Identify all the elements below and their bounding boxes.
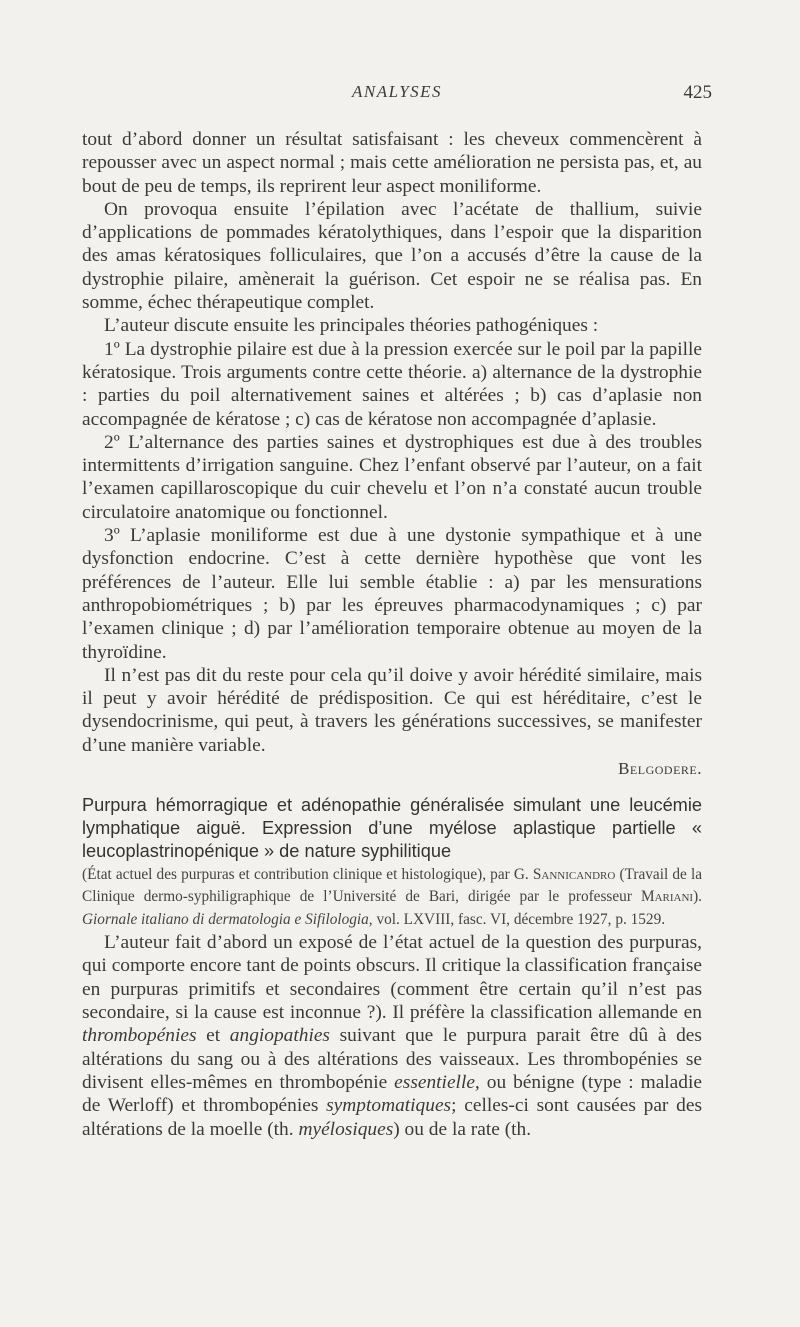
paragraph: L’auteur discute ensuite les principales théories pathogéniques :: [104, 315, 599, 337]
page-number: 425: [683, 82, 712, 103]
text-run: ; celles-ci sont causées par des altérations de la moelle (th.: [82, 1095, 702, 1140]
running-head: ANALYSES: [351, 82, 443, 101]
text-run: et: [206, 1025, 221, 1047]
text-run: ou bénigne (type : maladie de Werloff) et thrombopénies: [82, 1071, 702, 1117]
emphasis: essentielle,: [394, 1071, 480, 1093]
page-header: [82, 82, 712, 112]
text-run: L’auteur fait d’abord un exposé de l’état actuel de la question des purpuras, qui comporte encore tant de points obscurs. Il critique la classification française en purpuras primitifs et secondaires (comment être certain qu’il n’est pas secondaire, si la cause est inconnue ?). Il préfère la classification allemande en: [82, 932, 702, 1024]
signature: Belgodere.: [618, 759, 702, 779]
paragraph: 1º La dystrophie pilaire est due à la pression exercée sur le poil par la papille kératosique. Trois arguments contre cette théorie. a) alternance de la dystrophie : parties du poil alternativement saines et altérées ; b) cas d’aplasie non accompagnée de kératose ; c) cas de kératose non accompagnée d’aplasie.: [82, 338, 702, 430]
author-name: Sannicandro: [532, 865, 616, 883]
paragraph: 2º L’alternance des parties saines et dystrophiques est due à des troubles intermittents d’irrigation sanguine. Chez l’enfant observé par l’auteur, on a fait l’examen capillaroscopique du cuir chevelu et l’on n’a constaté aucun trouble circulatoire anatomique ou fonctionnel.: [82, 431, 702, 523]
emphasis: thrombopénies: [82, 1025, 197, 1047]
text-run: ) ou de la rate (th.: [393, 1118, 532, 1140]
paragraph: On provoqua ensuite l’épilation avec l’acétate de thallium, suivie d’applications de pommades kératolythiques, dans l’espoir que la disparition des amas kératosiques folliculaires, que l’on a accusés d’être la cause de la dystrophie pilaire, amènerait la guérison. Cet espoir ne se réalisa pas. En somme, échec thérapeutique complet.: [82, 198, 702, 314]
paragraph: tout d’abord donner un résultat satisfaisant : les cheveux commencèrent à repousser avec un aspect normal ; mais cette amélioration ne persista pas, et, au bout de peu de temps, ils reprirent leur aspect moniliforme.: [82, 129, 702, 197]
article-source: (État actuel des purpuras et contribution clinique et histologique), par G. Sannicandro (Travail de la Clinique dermo-syphiligraphique de l’Université de Bari, dirigée par le professeur Mariani). Giornale italiano di dermatologia e Sifilologia, vol. LXVIII, fasc. VI, décembre 1927, p. 1529.: [82, 865, 702, 928]
paragraph: 3º L’aplasie moniliforme est due à une dystonie sympathique et à une dysfonction endocrine. C’est à cette dernière hypothèse que vont les préférences de l’auteur. Elle lui semble établie : a) par les mensurations anthropobiométriques ; b) par les épreuves pharmacodynamiques ; c) par l’examen clinique ; d) par l’amélioration temporaire obtenue au moyen de la thyroïdine.: [82, 525, 702, 663]
director-name: Mariani: [640, 888, 694, 906]
journal-name: Giornale italiano di dermatologia e Sifilologia,: [82, 910, 373, 928]
paragraph: [82, 931, 702, 1141]
emphasis: symptomatiques: [326, 1095, 452, 1117]
emphasis: angiopathies: [229, 1025, 330, 1047]
text-run: suivant que le purpura parait être dû à des altérations du sang ou à des altérations des vaisseaux. Les thrombopénies se divisent elles-mêmes en thrombopénie: [82, 1025, 702, 1093]
emphasis: myélosiques: [298, 1118, 394, 1140]
source-text: (Travail de la Clinique dermo-syphiligraphique de l’Université de Bari, dirigée par le professeur: [82, 865, 702, 906]
source-text: vol. LXVIII, fasc. VI, décembre 1927, p. 1529.: [376, 910, 666, 928]
main-text: [82, 128, 702, 1141]
source-text: (État actuel des purpuras et contribution clinique et histologique), par G.: [82, 865, 529, 883]
article-title: Purpura hémorragique et adénopathie généralisée simulant une leucémie lymphatique aiguë. Expression d’une myélose aplastique partielle « leucoplastrinopénique » de nature syphilitique: [82, 795, 702, 862]
paragraph: Il n’est pas dit du reste pour cela qu’il doive y avoir hérédité similaire, mais il peut y avoir hérédité de prédisposition. Ce qui est héréditaire, c’est le dysendocrinisme, qui peut, à travers les générations successives, se manifester d’une manière variable.: [82, 664, 702, 756]
